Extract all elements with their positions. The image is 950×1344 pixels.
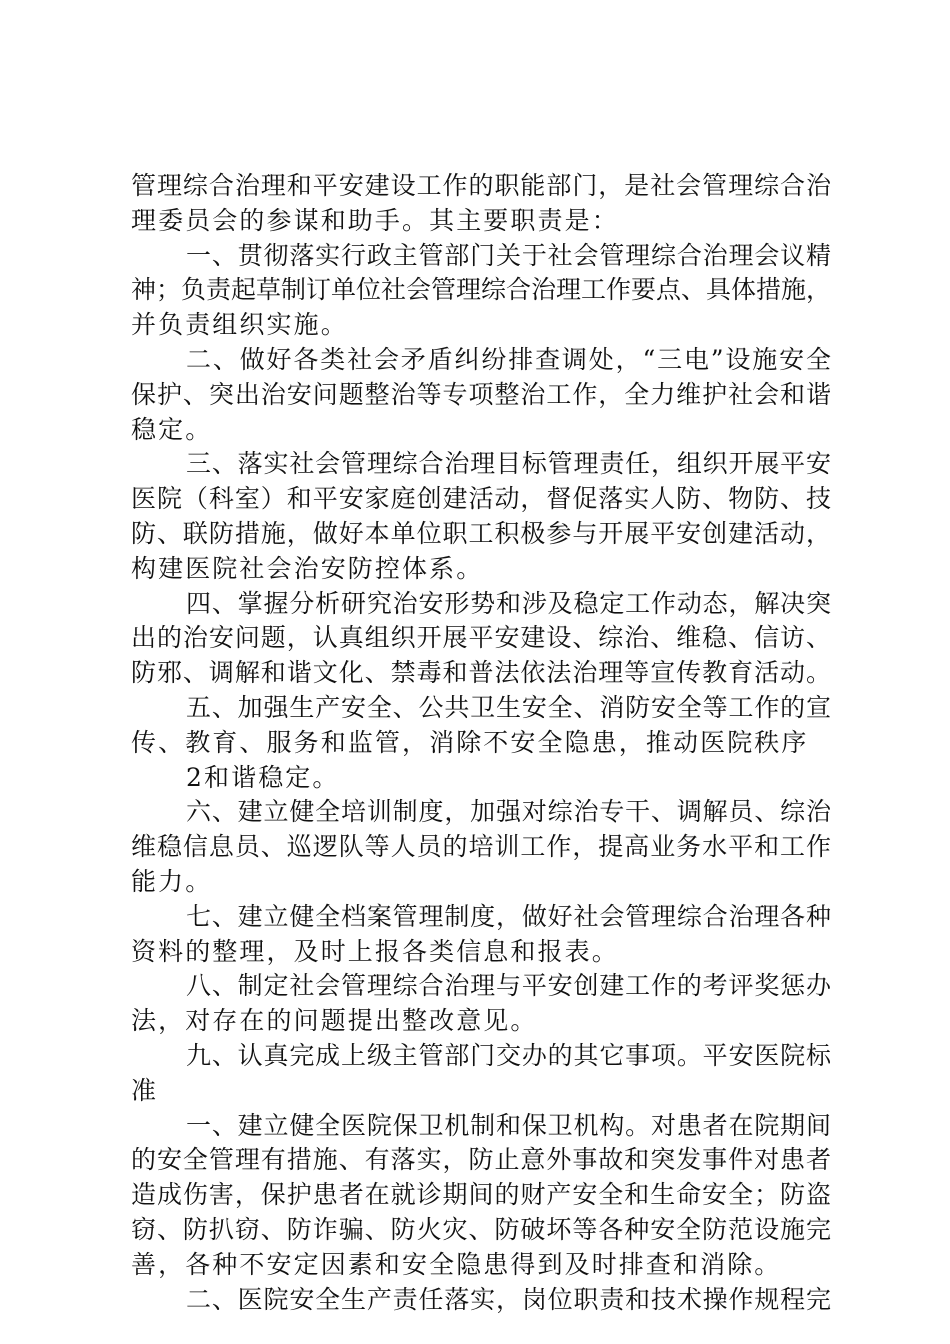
text-line: 理委员会的参谋和助手。其主要职责是： bbox=[131, 205, 619, 235]
text-line: 防、联防措施，做好本单位职工积极参与开展平安创建活动， bbox=[131, 518, 831, 548]
document-body bbox=[131, 169, 831, 1317]
text-line: 神；负责起草制订单位社会管理综合治理工作要点、具体措施， bbox=[131, 275, 832, 305]
text-line: 维稳信息员、巡逻队等人员的培训工作，提高业务水平和工作 bbox=[131, 832, 831, 862]
text-line: 二、医院安全生产责任落实，岗位职责和技术操作规程完 bbox=[186, 1284, 831, 1314]
text-line: 三、落实社会管理综合治理目标管理责任，组织开展平安 bbox=[186, 449, 831, 479]
text-line: 四、掌握分析研究治安形势和涉及稳定工作动态，解决突 bbox=[186, 588, 831, 618]
text-line: 出的治安问题，认真组织开展平安建设、综治、维稳、信访、 bbox=[131, 623, 831, 653]
text-line: 能力。 bbox=[131, 866, 213, 896]
text-line: 传、教育、服务和监管，消除不安全隐患，推动医院秩序 bbox=[131, 727, 809, 757]
text-line: 窃、防扒窃、防诈骗、防火灾、防破坏等各种安全防范设施完 bbox=[131, 1214, 831, 1244]
text-line: 九、认真完成上级主管部门交办的其它事项。平安医院标 bbox=[186, 1040, 831, 1070]
text-line: 八、制定社会管理综合治理与平安创建工作的考评奖惩办 bbox=[186, 971, 831, 1001]
text-line: 并负责组织实施。 bbox=[131, 310, 348, 340]
text-line: 的安全管理有措施、有落实，防止意外事故和突发事件对患者 bbox=[131, 1145, 831, 1175]
text-line: 准 bbox=[131, 1075, 159, 1105]
text-line: 五、加强生产安全、公共卫生安全、消防安全等工作的宣 bbox=[186, 692, 831, 722]
text-line: 稳定。 bbox=[131, 414, 213, 444]
text-line: 防邪、调解和谐文化、禁毒和普法依法治理等宣传教育活动。 bbox=[131, 658, 831, 688]
text-line: 资料的整理，及时上报各类信息和报表。 bbox=[131, 936, 619, 966]
text-line: 构建医院社会治安防控体系。 bbox=[131, 553, 484, 583]
text-line: 保护、突出治安问题整治等专项整治工作，全力维护社会和谐 bbox=[131, 379, 831, 409]
text-line: 一、贯彻落实行政主管部门关于社会管理综合治理会议精 bbox=[186, 240, 831, 270]
text-line: 医院（科室）和平安家庭创建活动，督促落实人防、物防、技 bbox=[131, 484, 831, 514]
text-line: 造成伤害，保护患者在就诊期间的财产安全和生命安全；防盗 bbox=[131, 1180, 831, 1210]
text-line: 管理综合治理和平安建设工作的职能部门，是社会管理综合治 bbox=[131, 171, 831, 200]
text-line: 2和谐稳定。 bbox=[186, 762, 340, 792]
text-line: 六、建立健全培训制度，加强对综治专干、调解员、综治 bbox=[186, 797, 831, 827]
text-line: 法，对存在的问题提出整改意见。 bbox=[131, 1006, 538, 1036]
text-line: 七、建立健全档案管理制度，做好社会管理综合治理各种 bbox=[186, 901, 831, 931]
text-line: 一、建立健全医院保卫机制和保卫机构。对患者在院期间 bbox=[186, 1110, 831, 1140]
text-line: 善，各种不安定因素和安全隐患得到及时排查和消除。 bbox=[131, 1249, 782, 1279]
text-line: 二、做好各类社会矛盾纠纷排查调处，“三电”设施安全 bbox=[186, 344, 831, 374]
